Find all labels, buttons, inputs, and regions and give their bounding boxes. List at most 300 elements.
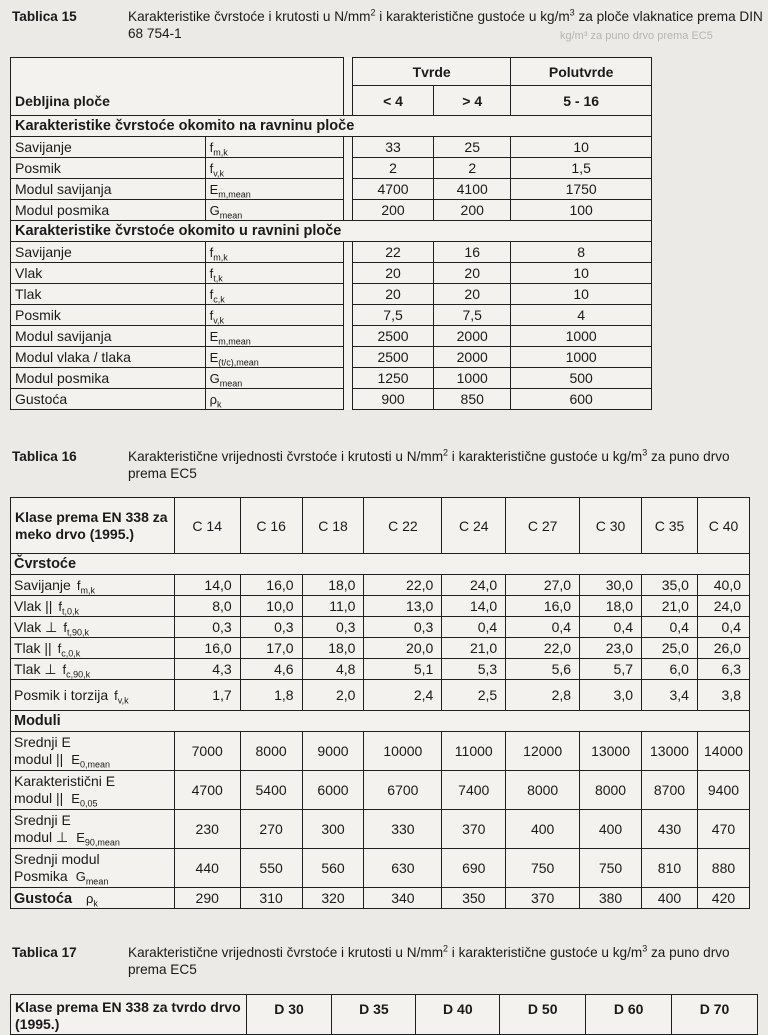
property-label-line1: Karakteristični E <box>14 773 116 789</box>
thickness-label: Debljina ploče <box>11 58 344 116</box>
value-cell: 18,0 <box>302 638 364 659</box>
value-cell: 6000 <box>302 771 364 810</box>
value-lt4: 33 <box>352 137 433 158</box>
value-cell: 17,0 <box>240 638 302 659</box>
symbol-subscript: (t/c),mean <box>218 357 259 368</box>
symbol-letter: E <box>209 181 219 197</box>
value-gt4: 2 <box>434 158 511 179</box>
gap-cell <box>343 263 352 284</box>
value-lt4: 4700 <box>352 179 433 200</box>
value-cell: 5400 <box>240 771 302 810</box>
value-cell: 370 <box>506 888 580 909</box>
table-row <box>11 179 652 200</box>
table15-caption <box>12 8 768 48</box>
table-row <box>11 575 750 596</box>
table-row <box>11 326 652 347</box>
value-cell: 630 <box>364 849 442 888</box>
class-header: C 35 <box>642 498 698 554</box>
value-lt4: 2500 <box>352 326 433 347</box>
symbol-letter: f <box>114 687 118 703</box>
value-cell: 11000 <box>442 732 506 771</box>
property-label: Gustoća <box>14 890 73 907</box>
class-header: C 16 <box>240 498 302 554</box>
table-row <box>11 368 652 389</box>
property-label: Tlak || <box>14 640 52 656</box>
value-gt4: 850 <box>434 389 511 410</box>
gap-cell <box>343 200 352 221</box>
softwood-class-label: Klase prema EN 338 za meko drvo (1995.) <box>11 498 175 554</box>
table-row <box>11 732 750 771</box>
table-row <box>11 810 750 849</box>
table-row <box>11 849 750 888</box>
value-gt4: 16 <box>434 242 511 263</box>
value-cell: 4,6 <box>240 659 302 680</box>
symbol-letter: E <box>71 791 80 806</box>
value-cell: 310 <box>240 888 302 909</box>
value-cell: 16,0 <box>506 596 580 617</box>
value-cell: 270 <box>240 810 302 849</box>
value-cell: 26,0 <box>697 638 749 659</box>
property-name: Vlak <box>11 263 206 284</box>
section-moduli: Moduli <box>11 711 750 732</box>
table16 <box>10 497 750 909</box>
property-symbol <box>205 326 343 347</box>
value-cell: 18,0 <box>580 596 642 617</box>
symbol-letter: G <box>75 869 86 884</box>
value-cell: 18,0 <box>302 575 364 596</box>
symbol-letter: f <box>62 661 67 677</box>
table-row <box>11 284 652 305</box>
property-name <box>11 575 175 596</box>
table16-caption-text: Karakteristične vrijednosti čvrstoće i krutosti u $N/mm^2$ i karakteristične gustoće u $kg/m^3$ za puno drvo prema EC5 <box>128 447 730 481</box>
symbol-letter: ρ <box>209 391 217 407</box>
value-cell: 330 <box>364 810 442 849</box>
property-name <box>11 638 175 659</box>
table-row <box>11 263 652 284</box>
value-cell: 0,4 <box>506 617 580 638</box>
value-cell: 8000 <box>580 771 642 810</box>
value-cell: 0,4 <box>642 617 698 638</box>
property-symbol <box>76 578 95 596</box>
table-row <box>11 680 750 711</box>
symbol-subscript: mean <box>219 378 243 389</box>
symbol-subscript: 0,05 <box>79 798 98 809</box>
property-name <box>11 771 175 810</box>
value-cell: 6,3 <box>697 659 749 680</box>
value-gt4: 2000 <box>434 347 511 368</box>
gap-cell <box>343 179 352 200</box>
property-name <box>11 680 175 711</box>
gap-cell <box>343 137 352 158</box>
property-symbol <box>58 599 80 617</box>
value-cell: 3,0 <box>580 680 642 711</box>
symbol-letter: f <box>58 599 63 614</box>
value-cell: 14000 <box>697 732 749 771</box>
property-label-line2: modul || $E_{0,mean}$ <box>14 751 110 770</box>
value-cell: 6,0 <box>642 659 698 680</box>
value-cell: 0,4 <box>580 617 642 638</box>
symbol-subscript: c,k <box>213 294 225 305</box>
value-cell: 16,0 <box>174 638 240 659</box>
symbol-letter: E <box>76 830 85 845</box>
value-cell: 2,8 <box>506 680 580 711</box>
value-cell: 3,4 <box>642 680 698 711</box>
value-cell: 3,8 <box>697 680 749 711</box>
value-cell: 24,0 <box>442 575 506 596</box>
section-perpendicular: Karakteristike čvrstoće okomito na ravninu ploče <box>11 116 652 137</box>
property-name: Modul savijanja <box>11 179 206 200</box>
class-header: C 14 <box>174 498 240 554</box>
value-5-16: 1000 <box>511 347 652 368</box>
value-cell: 750 <box>506 849 580 888</box>
symbol-subscript: t,k <box>213 273 223 284</box>
value-lt4: 20 <box>352 284 433 305</box>
value-5-16: 1000 <box>511 326 652 347</box>
value-cell: 230 <box>174 810 240 849</box>
property-name: Posmik <box>11 305 206 326</box>
property-symbol <box>63 619 89 638</box>
value-cell: 9000 <box>302 732 364 771</box>
value-cell: 23,0 <box>580 638 642 659</box>
table-row <box>11 659 750 680</box>
value-cell: 13000 <box>642 732 698 771</box>
property-name <box>11 810 175 849</box>
property-label-line2: modul || $E_{0,05}$ <box>14 790 98 809</box>
value-lt4: 20 <box>352 263 433 284</box>
class-header: C 27 <box>506 498 580 554</box>
value-cell: 750 <box>580 849 642 888</box>
property-symbol <box>86 890 98 909</box>
table17-number: Tablica 17 <box>12 945 77 960</box>
value-5-16: 1750 <box>511 179 652 200</box>
table-row <box>11 888 750 909</box>
value-cell: 2,4 <box>364 680 442 711</box>
property-label-line1: Srednji modul <box>14 851 100 867</box>
value-cell: 690 <box>442 849 506 888</box>
value-gt4: 7,5 <box>434 305 511 326</box>
value-5-16: 4 <box>511 305 652 326</box>
value-gt4: 1000 <box>434 368 511 389</box>
table-row <box>11 347 652 368</box>
property-label: Savijanje <box>14 577 71 593</box>
gap-cell <box>343 284 352 305</box>
symbol-subscript: mean <box>219 210 243 221</box>
property-name: Savijanje <box>11 242 206 263</box>
table-row <box>11 242 652 263</box>
symbol-subscript: m,k <box>213 147 228 158</box>
symbol-letter: f <box>76 578 81 593</box>
property-symbol <box>205 389 343 410</box>
value-cell: 7400 <box>442 771 506 810</box>
value-cell: 4,8 <box>302 659 364 680</box>
hardwood-class-label: Klase prema EN 338 za tvrdo drvo (1995.) <box>11 995 247 1035</box>
property-symbol <box>57 641 81 659</box>
class-header: D 50 <box>500 995 586 1035</box>
value-cell: 13000 <box>580 732 642 771</box>
value-cell: 22,0 <box>364 575 442 596</box>
value-lt4: 2 <box>352 158 433 179</box>
property-symbol <box>205 284 343 305</box>
value-lt4: 22 <box>352 242 433 263</box>
value-gt4: 200 <box>434 200 511 221</box>
value-cell: 20,0 <box>364 638 442 659</box>
value-cell: 550 <box>240 849 302 888</box>
value-cell: 30,0 <box>580 575 642 596</box>
class-header: D 70 <box>672 995 758 1035</box>
col-lt4: < 4 <box>352 86 433 116</box>
symbol-letter: f <box>57 641 62 656</box>
table-row <box>11 200 652 221</box>
symbol-subscript: c,90,k <box>66 669 91 680</box>
property-label: Posmik i torzija <box>14 686 109 703</box>
gap-cell <box>343 347 352 368</box>
property-name: Modul vlaka / tlaka <box>11 347 206 368</box>
property-name: Modul posmika <box>11 368 206 389</box>
value-cell: 0,4 <box>442 617 506 638</box>
value-cell: 8000 <box>240 732 302 771</box>
symbol-subscript: t,0,k <box>62 606 80 617</box>
property-name <box>11 849 175 888</box>
value-cell: 350 <box>442 888 506 909</box>
value-cell: 440 <box>174 849 240 888</box>
col-5-16: 5 - 16 <box>511 86 652 116</box>
property-name <box>11 659 175 680</box>
property-label: Tlak ⊥ <box>14 660 57 677</box>
semi-hard-header: Polutvrde <box>511 58 652 86</box>
property-name <box>11 888 175 909</box>
property-symbol <box>205 158 343 179</box>
table15 <box>10 57 652 410</box>
value-cell: 8700 <box>642 771 698 810</box>
value-cell: 5,1 <box>364 659 442 680</box>
property-symbol <box>205 242 343 263</box>
value-gt4: 25 <box>434 137 511 158</box>
gap-cell <box>343 305 352 326</box>
table-row <box>11 158 652 179</box>
property-symbol <box>205 368 343 389</box>
value-cell: 2,0 <box>302 680 364 711</box>
value-cell: 27,0 <box>506 575 580 596</box>
symbol-letter: f <box>209 286 214 302</box>
value-cell: 4,3 <box>174 659 240 680</box>
value-gt4: 4100 <box>434 179 511 200</box>
symbol-subscript: 90,mean <box>84 837 120 848</box>
symbol-letter: f <box>209 244 214 260</box>
value-lt4: 200 <box>352 200 433 221</box>
symbol-letter: f <box>63 619 67 635</box>
table15-number: Tablica 15 <box>12 9 77 24</box>
value-cell: 35,0 <box>642 575 698 596</box>
value-cell: 10,0 <box>240 596 302 617</box>
gap-cell <box>343 389 352 410</box>
symbol-subscript: k <box>216 399 222 410</box>
table17 <box>10 994 758 1035</box>
symbol-subscript: m,mean <box>218 336 251 347</box>
value-cell: 0,3 <box>174 617 240 638</box>
value-cell: 13,0 <box>364 596 442 617</box>
property-symbol <box>205 305 343 326</box>
table-row <box>11 389 652 410</box>
symbol-subscript: m,mean <box>218 189 251 200</box>
value-cell: 24,0 <box>697 596 749 617</box>
symbol-subscript: m,k <box>213 252 228 263</box>
symbol-subscript: v,k <box>213 168 225 179</box>
value-cell: 2,5 <box>442 680 506 711</box>
class-header: C 40 <box>697 498 749 554</box>
value-gt4: 2000 <box>434 326 511 347</box>
class-header: D 40 <box>416 995 500 1035</box>
property-name: Modul posmika <box>11 200 206 221</box>
symbol-subscript: v,k <box>117 695 129 706</box>
table17-caption-text: Karakteristične vrijednosti čvrstoće i krutosti u $N/mm^2$ i karakteristične gustoće u $kg/m^3$ za puno drvo prema EC5 <box>128 943 730 977</box>
class-header: C 18 <box>302 498 364 554</box>
symbol-letter: E <box>209 328 219 344</box>
table15-caption-text: Karakteristike čvrstoće i krutosti u $N/mm^2$ i karakteristične gustoće u $kg/m^3$ za ploče vlaknatice prema DIN 68 754-1 <box>128 7 763 41</box>
value-cell: 6700 <box>364 771 442 810</box>
property-name <box>11 732 175 771</box>
property-symbol <box>76 830 120 848</box>
property-symbol <box>71 752 110 770</box>
symbol-subscript: 0,mean <box>79 759 110 770</box>
property-name <box>11 617 175 638</box>
gap-cell <box>343 242 352 263</box>
table-row <box>11 771 750 810</box>
value-cell: 11,0 <box>302 596 364 617</box>
property-symbol <box>114 687 129 706</box>
class-header: C 30 <box>580 498 642 554</box>
property-label: Vlak ⊥ <box>14 618 58 635</box>
value-cell: 340 <box>364 888 442 909</box>
symbol-letter: f <box>209 160 214 176</box>
value-cell: 12000 <box>506 732 580 771</box>
property-symbol <box>205 179 343 200</box>
value-cell: 0,4 <box>697 617 749 638</box>
value-gt4: 20 <box>434 263 511 284</box>
value-5-16: 500 <box>511 368 652 389</box>
property-symbol <box>205 137 343 158</box>
gap-cell <box>343 158 352 179</box>
value-5-16: 1,5 <box>511 158 652 179</box>
value-cell: 290 <box>174 888 240 909</box>
value-5-16: 600 <box>511 389 652 410</box>
value-5-16: 10 <box>511 263 652 284</box>
value-5-16: 100 <box>511 200 652 221</box>
bleed-through-text: kg/m³ za puno drvo prema EC5 <box>560 30 713 42</box>
symbol-letter: ρ <box>86 890 94 906</box>
hard-header: Tvrde <box>352 58 510 86</box>
property-name: Posmik <box>11 158 206 179</box>
value-cell: 25,0 <box>642 638 698 659</box>
value-gt4: 20 <box>434 284 511 305</box>
table16-caption <box>12 448 768 488</box>
symbol-subscript: c,0,k <box>61 648 81 659</box>
col-gt4: > 4 <box>434 86 511 116</box>
value-cell: 21,0 <box>442 638 506 659</box>
value-cell: 40,0 <box>697 575 749 596</box>
section-strength: Čvrstoće <box>11 554 750 575</box>
symbol-letter: f <box>209 265 214 281</box>
value-cell: 9400 <box>697 771 749 810</box>
value-cell: 560 <box>302 849 364 888</box>
property-name: Savijanje <box>11 137 206 158</box>
property-symbol <box>75 869 109 887</box>
value-cell: 380 <box>580 888 642 909</box>
class-header: C 22 <box>364 498 442 554</box>
property-name: Modul savijanja <box>11 326 206 347</box>
table17-caption <box>12 944 768 984</box>
class-header: D 30 <box>246 995 332 1035</box>
gap-cell <box>343 326 352 347</box>
table-row <box>11 638 750 659</box>
property-symbol <box>71 791 98 809</box>
symbol-subscript: t,90,k <box>66 627 89 638</box>
value-cell: 880 <box>697 849 749 888</box>
symbol-letter: f <box>209 139 214 155</box>
value-cell: 1,8 <box>240 680 302 711</box>
property-label-line1: Srednji E <box>14 734 71 750</box>
value-cell: 0,3 <box>364 617 442 638</box>
value-cell: 1,7 <box>174 680 240 711</box>
value-lt4: 900 <box>352 389 433 410</box>
value-cell: 8000 <box>506 771 580 810</box>
value-cell: 16,0 <box>240 575 302 596</box>
symbol-letter: f <box>209 307 214 323</box>
value-cell: 320 <box>302 888 364 909</box>
property-name: Gustoća <box>11 389 206 410</box>
value-lt4: 1250 <box>352 368 433 389</box>
property-symbol <box>205 263 343 284</box>
value-5-16: 8 <box>511 242 652 263</box>
property-symbol <box>62 661 91 680</box>
value-cell: 470 <box>697 810 749 849</box>
value-cell: 300 <box>302 810 364 849</box>
symbol-letter: E <box>209 349 219 365</box>
value-cell: 14,0 <box>174 575 240 596</box>
class-header: D 60 <box>586 995 672 1035</box>
table-row <box>11 137 652 158</box>
table-row <box>11 617 750 638</box>
value-cell: 5,6 <box>506 659 580 680</box>
value-cell: 0,3 <box>302 617 364 638</box>
value-cell: 5,3 <box>442 659 506 680</box>
symbol-subscript: mean <box>85 876 109 887</box>
symbol-letter: E <box>71 752 80 767</box>
value-cell: 5,7 <box>580 659 642 680</box>
table-row <box>11 596 750 617</box>
class-header: D 35 <box>332 995 416 1035</box>
value-cell: 4700 <box>174 771 240 810</box>
value-cell: 420 <box>697 888 749 909</box>
property-label-line1: Srednji E <box>14 812 71 828</box>
symbol-subscript: m,k <box>80 585 95 596</box>
symbol-letter: G <box>209 370 220 386</box>
section-in-plane: Karakteristike čvrstoće okomito u ravnini ploče <box>11 221 652 242</box>
table16-number: Tablica 16 <box>12 449 77 464</box>
value-5-16: 10 <box>511 137 652 158</box>
value-5-16: 10 <box>511 284 652 305</box>
value-cell: 14,0 <box>442 596 506 617</box>
value-cell: 0,3 <box>240 617 302 638</box>
value-cell: 10000 <box>364 732 442 771</box>
value-cell: 370 <box>442 810 506 849</box>
property-label-line2: Posmika $G_{mean}$ <box>14 868 109 887</box>
property-label: Vlak || <box>14 598 53 614</box>
class-header: C 24 <box>442 498 506 554</box>
value-cell: 400 <box>580 810 642 849</box>
value-cell: 400 <box>642 888 698 909</box>
property-name: Tlak <box>11 284 206 305</box>
property-symbol <box>205 347 343 368</box>
